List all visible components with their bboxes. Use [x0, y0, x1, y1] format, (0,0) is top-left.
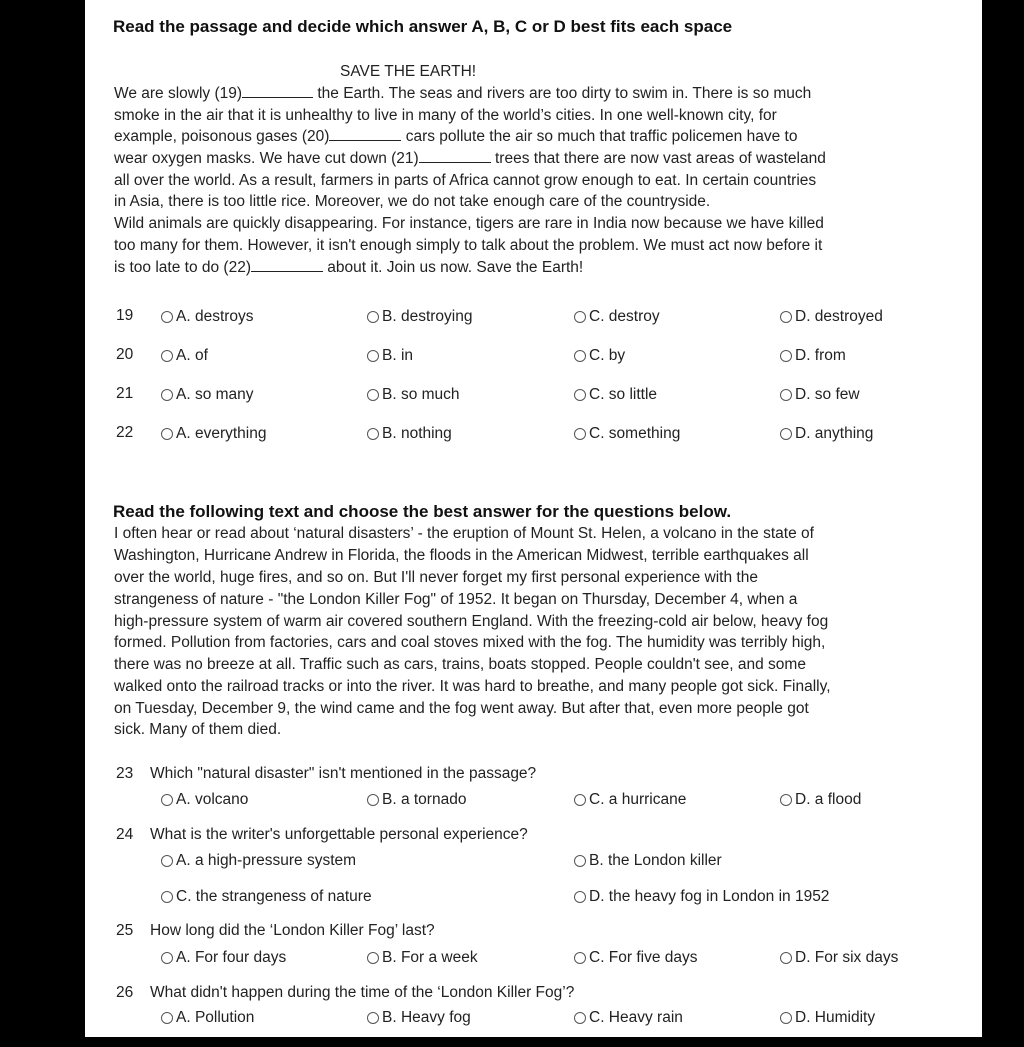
option-22c[interactable]: C. something: [574, 425, 680, 443]
radio-button[interactable]: [574, 428, 586, 440]
radio-button[interactable]: [161, 389, 173, 401]
option-26c[interactable]: C. Heavy rain: [574, 1009, 683, 1027]
answer-blank-21: [419, 148, 491, 163]
option-19b[interactable]: B. destroying: [367, 308, 472, 326]
option-20b[interactable]: B. in: [367, 347, 413, 365]
passage-line: sick. Many of them died.: [114, 721, 282, 738]
radio-button[interactable]: [574, 855, 586, 867]
radio-button[interactable]: [574, 1012, 586, 1024]
answer-blank-20: [329, 126, 401, 141]
question-number: 22: [116, 424, 134, 441]
passage-line: too many for them. However, it isn't enough simply to talk about the problem. We must act now before it: [114, 237, 823, 254]
passage-line: wear oxygen masks. We have cut down (21) trees that there are now vast areas of wasteland: [114, 150, 826, 167]
passage-line: high-pressure system of warm air covered southern England. With the freezing-cold air below, heavy fog: [114, 613, 829, 630]
passage-line: walked onto the railroad tracks or into the river. It was hard to breathe, and many people got sick. Finally,: [114, 678, 831, 695]
passage-line: is too late to do (22) about it. Join us now. Save the Earth!: [114, 259, 584, 276]
radio-button[interactable]: [574, 350, 586, 362]
passage-line: strangeness of nature - "the London Killer Fog" of 1952. It began on Thursday, December 4, when a: [114, 591, 798, 608]
question-text: How long did the ‘London Killer Fog’ last?: [150, 922, 435, 939]
option-26b[interactable]: B. Heavy fog: [367, 1009, 471, 1027]
option-20c[interactable]: C. by: [574, 347, 625, 365]
passage-line: We are slowly (19) the Earth. The seas and rivers are too dirty to swim in. There is so much: [114, 85, 812, 102]
passage-line: example, poisonous gases (20) cars pollute the air so much that traffic policemen have to: [114, 128, 798, 145]
radio-button[interactable]: [780, 350, 792, 362]
option-23b[interactable]: B. a tornado: [367, 791, 466, 809]
option-26d[interactable]: D. Humidity: [780, 1009, 875, 1027]
option-23c[interactable]: C. a hurricane: [574, 791, 686, 809]
radio-button[interactable]: [367, 350, 379, 362]
passage-line: I often hear or read about ‘natural disasters’ - the eruption of Mount St. Helen, a volcano in the state of: [114, 525, 814, 542]
option-19c[interactable]: C. destroy: [574, 308, 660, 326]
radio-button[interactable]: [161, 855, 173, 867]
radio-button[interactable]: [161, 428, 173, 440]
passage-line: on Tuesday, December 9, the wind came and the fog went away. But after that, even more people got: [114, 700, 809, 717]
radio-button[interactable]: [574, 952, 586, 964]
option-22b[interactable]: B. nothing: [367, 425, 452, 443]
radio-button[interactable]: [161, 1012, 173, 1024]
passage-line: formed. Pollution from factories, cars and coal stoves mixed with the fog. The humidity was terribly high,: [114, 634, 826, 651]
radio-button[interactable]: [574, 389, 586, 401]
option-25c[interactable]: C. For five days: [574, 949, 698, 967]
option-19a[interactable]: A. destroys: [161, 308, 254, 326]
passage-line: Wild animals are quickly disappearing. For instance, tigers are rare in India now because we have killed: [114, 215, 824, 232]
option-20d[interactable]: D. from: [780, 347, 846, 365]
radio-button[interactable]: [780, 311, 792, 323]
answer-blank-19: [242, 83, 313, 98]
radio-button[interactable]: [367, 311, 379, 323]
question-number: 20: [116, 346, 134, 363]
passage-line: over the world, huge fires, and so on. But I'll never forget my first personal experience with the: [114, 569, 758, 586]
option-25a[interactable]: A. For four days: [161, 949, 286, 967]
question-number: 21: [116, 385, 134, 402]
section2-instruction: Read the following text and choose the best answer for the questions below.: [113, 502, 732, 521]
option-25d[interactable]: D. For six days: [780, 949, 898, 967]
radio-button[interactable]: [367, 952, 379, 964]
radio-button[interactable]: [780, 389, 792, 401]
radio-button[interactable]: [161, 952, 173, 964]
question-number: 19: [116, 307, 134, 324]
question-number: 25: [116, 922, 134, 939]
section1-instruction: Read the passage and decide which answer A, B, C or D best fits each space: [113, 17, 733, 36]
radio-button[interactable]: [780, 952, 792, 964]
option-22d[interactable]: D. anything: [780, 425, 873, 443]
option-19d[interactable]: D. destroyed: [780, 308, 883, 326]
option-24a[interactable]: A. a high-pressure system: [161, 852, 356, 870]
option-21d[interactable]: D. so few: [780, 386, 860, 404]
option-21b[interactable]: B. so much: [367, 386, 460, 404]
radio-button[interactable]: [574, 794, 586, 806]
passage-line: all over the world. As a result, farmers in parts of Africa cannot grow enough to eat. In certain countries: [114, 172, 817, 189]
radio-button[interactable]: [574, 311, 586, 323]
radio-button[interactable]: [161, 794, 173, 806]
radio-button[interactable]: [367, 794, 379, 806]
radio-button[interactable]: [574, 891, 586, 903]
question-number: 24: [116, 826, 134, 843]
passage-line: Washington, Hurricane Andrew in Florida, the floods in the American Midwest, terrible earthquakes all: [114, 547, 809, 564]
radio-button[interactable]: [780, 428, 792, 440]
option-26a[interactable]: A. Pollution: [161, 1009, 254, 1027]
radio-button[interactable]: [161, 891, 173, 903]
answer-blank-22: [251, 257, 323, 272]
question-number: 26: [116, 984, 134, 1001]
radio-button[interactable]: [367, 389, 379, 401]
question-text: What is the writer's unforgettable personal experience?: [150, 826, 528, 843]
option-22a[interactable]: A. everything: [161, 425, 266, 443]
worksheet-page: [85, 0, 982, 1037]
radio-button[interactable]: [161, 350, 173, 362]
option-21c[interactable]: C. so little: [574, 386, 657, 404]
option-24c[interactable]: C. the strangeness of nature: [161, 888, 372, 906]
option-23a[interactable]: A. volcano: [161, 791, 248, 809]
passage-line: in Asia, there is too little rice. Moreover, we do not take enough care of the countryside.: [114, 193, 711, 210]
radio-button[interactable]: [367, 428, 379, 440]
radio-button[interactable]: [367, 1012, 379, 1024]
radio-button[interactable]: [161, 311, 173, 323]
option-25b[interactable]: B. For a week: [367, 949, 478, 967]
passage-line: smoke in the air that it is unhealthy to live in many of the world’s cities. In one well-known city, for: [114, 107, 777, 124]
question-number: 23: [116, 765, 134, 782]
radio-button[interactable]: [780, 1012, 792, 1024]
option-24b[interactable]: B. the London killer: [574, 852, 722, 870]
option-21a[interactable]: A. so many: [161, 386, 254, 404]
option-20a[interactable]: A. of: [161, 347, 208, 365]
option-24d[interactable]: D. the heavy fog in London in 1952: [574, 888, 829, 906]
passage-line: there was no breeze at all. Traffic such as cars, trains, boats stopped. People couldn't see, and some: [114, 656, 806, 673]
radio-button[interactable]: [780, 794, 792, 806]
question-text: What didn't happen during the time of the ‘London Killer Fog’?: [150, 984, 575, 1001]
question-text: Which "natural disaster" isn't mentioned in the passage?: [150, 765, 537, 782]
passage-title: SAVE THE EARTH!: [340, 63, 477, 80]
option-23d[interactable]: D. a flood: [780, 791, 861, 809]
